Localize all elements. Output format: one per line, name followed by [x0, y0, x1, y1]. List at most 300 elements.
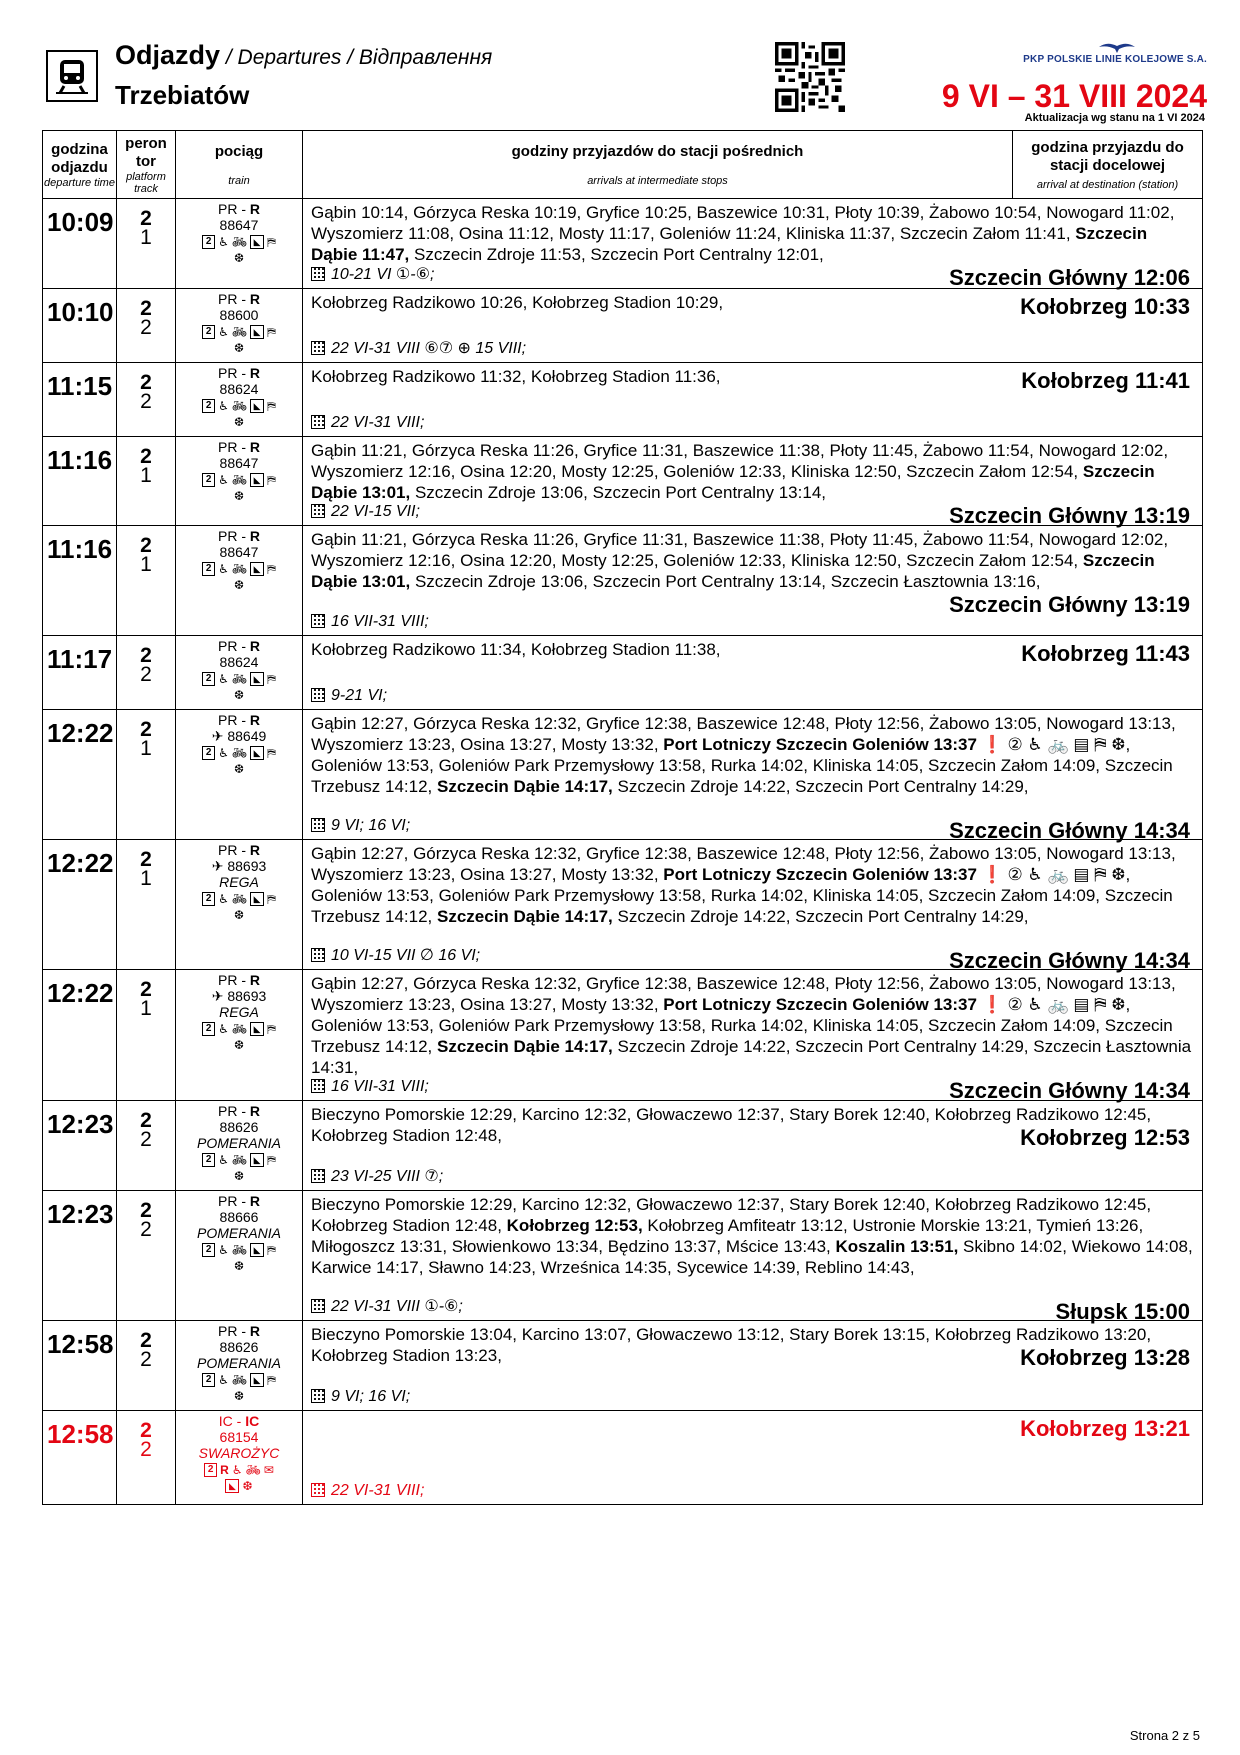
category-code: PR [217, 842, 238, 858]
train-name: POMERANIA [196, 1135, 281, 1151]
arrivals-cell [303, 1191, 1203, 1324]
platform-number: 2 [140, 207, 152, 230]
track-number: 2 [140, 1128, 152, 1151]
calendar-text: 9-21 VI; [331, 687, 388, 704]
bicycle-icon: 🚲︎ [231, 562, 248, 576]
wifi-icon: ◣ [250, 562, 264, 576]
calendar-icon [311, 1483, 325, 1497]
train-amenities [176, 473, 302, 487]
bicycle-icon: 🚲︎ [231, 1022, 248, 1036]
intermediate-stops: Gąbin 12:27, Górzyca Reska 12:32, Gryfice 12:38, Baszewice 12:48, Płoty 12:56, Żabowo 13:05, Nowogard 13:13, Wyszomierz 13:23, Osina 13:27, Mosty 13:32, Port Lotniczy Szczecin Goleniów 13:37 ❗ ② ♿ 🚲 ▤ ⛿ ❆, Goleniów 13:53, Goleniów Park Przemysłowy 13:58, Rurka 14:02, Kliniska 14:05, Szczecin Załom 14:09, Szczecin Trzebusz 14:12, Szczecin Dąbie 14:17, Szczecin Zdroje 14:22, Szczecin Port Centralny 14:29, Szczecin Łasztownia 14:31, [311, 974, 1192, 1077]
train-name: SWAROŻYC [198, 1445, 280, 1461]
destination-arrival: Szczecin Główny 12:06 [949, 265, 1190, 290]
platform-number: 2 [140, 371, 152, 394]
calendar-icon [311, 1079, 325, 1093]
train-number-line [176, 1119, 302, 1135]
train-info [176, 636, 303, 710]
destination-arrival: Kołobrzeg 11:41 [1021, 368, 1190, 393]
pram-icon: ⛿ [267, 1243, 276, 1257]
departure-row [43, 199, 1203, 289]
train-number-line [176, 654, 302, 670]
departure-time: 10:09 [43, 199, 117, 289]
departure-row [43, 636, 1203, 710]
train-category: PR - R [217, 972, 261, 988]
platform-track [117, 1101, 176, 1191]
class-code: R [249, 712, 261, 728]
intermediate-stops: Gąbin 11:21, Górzyca Reska 11:26, Gryfice 11:31, Baszewice 11:38, Płoty 11:45, Żabowo 11:54, Nowogard 12:02, Wyszomierz 12:16, Osina 12:20, Mosty 12:25, Goleniów 12:33, Kliniska 12:50, Szczecin Załom 12:54, Szczecin Dąbie 13:01, Szczecin Zdroje 13:06, Szczecin Port Centralny 13:14, Szczecin Łasztownia 13:16, [311, 530, 1169, 591]
category-code: IC [218, 1413, 233, 1429]
destination-arrival: Kołobrzeg 13:28 [1020, 1345, 1190, 1370]
train-info [176, 710, 303, 840]
departure-time: 12:23 [43, 1191, 117, 1321]
platform-track [117, 1191, 176, 1321]
platform-track [117, 199, 176, 289]
train-info [176, 526, 303, 636]
departure-row [43, 970, 1203, 1101]
departure-time: 12:58 [43, 1411, 117, 1505]
arrivals-cell [303, 710, 1203, 843]
arrivals-cell [303, 526, 1203, 636]
destination-arrival: Szczecin Główny 13:19 [949, 503, 1190, 528]
pram-icon: ⛿ [267, 1373, 276, 1387]
departure-row [43, 1101, 1203, 1191]
wheelchair-icon: ♿ [231, 1463, 243, 1477]
track-number: 1 [140, 553, 152, 576]
wheelchair-icon: ♿ [218, 473, 229, 487]
train-number: 88624 [219, 381, 259, 397]
train-category: PR - R [217, 712, 261, 728]
train-category: PR - R [217, 1323, 261, 1339]
platform-track [117, 636, 176, 710]
train-category: PR - R [217, 638, 261, 654]
category-code: PR [217, 1193, 238, 1209]
calendar-icon [311, 688, 325, 702]
col-platform-sub: platform track [126, 170, 166, 195]
calendar-text: 22 VI-31 VIII; [331, 1482, 425, 1499]
train-amenities [176, 1463, 302, 1477]
train-number: 88693 [227, 988, 267, 1004]
category-code: PR [217, 365, 238, 381]
second-class-icon: 2 [202, 1243, 215, 1257]
departure-row [43, 710, 1203, 840]
wifi-icon: ◣ [250, 1243, 264, 1257]
departure-time: 12:22 [43, 710, 117, 840]
track-number: 2 [140, 390, 152, 413]
calendar-icon [311, 504, 325, 518]
train-number-line [176, 544, 302, 560]
train-info [176, 1321, 303, 1411]
track-number: 2 [140, 316, 152, 339]
train-number-line [176, 988, 302, 1004]
train-name: POMERANIA [196, 1355, 281, 1371]
calendar-validity [311, 412, 424, 433]
air-conditioning-icon: ❆ [233, 578, 245, 592]
arrivals-cell [303, 363, 1203, 437]
calendar-validity [311, 501, 420, 522]
wifi-icon: ◣ [250, 1022, 264, 1036]
departure-time: 10:10 [43, 289, 117, 363]
train-category: PR - R [217, 842, 261, 858]
air-conditioning-icon: ❆ [233, 341, 245, 355]
destination-arrival: Kołobrzeg 12:53 [1020, 1125, 1190, 1150]
class-code: R [249, 528, 261, 544]
destination-arrival: Kołobrzeg 10:33 [1020, 294, 1190, 319]
train-amenities-2 [176, 251, 302, 265]
air-conditioning-icon: ❆ [233, 1038, 245, 1052]
col-header-platform [117, 131, 176, 199]
calendar-icon [311, 267, 325, 281]
wheelchair-icon: ♿ [218, 562, 229, 576]
platform-number: 2 [140, 445, 152, 468]
intermediate-stops: Bieczyno Pomorskie 12:29, Karcino 12:32, Głowaczewo 12:37, Stary Borek 12:40, Kołobrzeg Radzikowo 12:45, Kołobrzeg Stadion 12:48, [311, 1105, 1152, 1145]
train-category: PR - R [217, 528, 261, 544]
wheelchair-icon: ♿ [218, 399, 229, 413]
pkp-logo [1007, 40, 1207, 65]
calendar-validity [311, 1480, 424, 1501]
arrivals-cell [303, 1101, 1203, 1191]
track-number: 1 [140, 867, 152, 890]
calendar-validity [311, 1386, 410, 1407]
second-class-icon: 2 [202, 746, 215, 760]
train-number-line [176, 1209, 302, 1225]
calendar-text: 22 VI-15 VII; [331, 503, 420, 520]
class-code: R [249, 439, 261, 455]
departure-row [43, 1411, 1203, 1505]
category-code: PR [217, 712, 238, 728]
platform-track [117, 437, 176, 526]
train-number-line [176, 1429, 302, 1445]
bicycle-icon: 🚲︎ [231, 746, 248, 760]
train-number-line [176, 381, 302, 397]
bicycle-icon: 🚲︎ [231, 473, 248, 487]
departure-time: 11:16 [43, 437, 117, 526]
train-number-line [176, 455, 302, 471]
intermediate-stops: Kołobrzeg Radzikowo 10:26, Kołobrzeg Stadion 10:29, [311, 293, 724, 312]
class-code: R [249, 1193, 261, 1209]
calendar-icon [311, 614, 325, 628]
train-number-line [176, 1339, 302, 1355]
train-number: 88624 [219, 654, 259, 670]
train-amenities-2 [176, 1479, 302, 1493]
intermediate-stops: Gąbin 12:27, Górzyca Reska 12:32, Gryfice 12:38, Baszewice 12:48, Płoty 12:56, Żabowo 13:05, Nowogard 13:13, Wyszomierz 13:23, Osina 13:27, Mosty 13:32, Port Lotniczy Szczecin Goleniów 13:37 ❗ ② ♿ 🚲 ▤ ⛿ ❆, Goleniów 13:53, Goleniów Park Przemysłowy 13:58, Rurka 14:02, Kliniska 14:05, Szczecin Załom 14:09, Szczecin Trzebusz 14:12, Szczecin Dąbie 14:17, Szczecin Zdroje 14:22, Szczecin Port Centralny 14:29, [311, 844, 1176, 926]
platform-number: 2 [140, 534, 152, 557]
bicycle-icon: 🚲︎ [231, 1373, 248, 1387]
pram-icon: ⛿ [267, 892, 276, 906]
calendar-icon [311, 948, 325, 962]
train-amenities [176, 399, 302, 413]
calendar-text: 22 VI-31 VIII ⑥⑦ ⊕ 15 VIII; [331, 340, 527, 357]
pram-icon: ⛿ [267, 562, 276, 576]
departure-time: 11:17 [43, 636, 117, 710]
second-class-icon: 2 [202, 399, 215, 413]
train-category: PR - R [217, 365, 261, 381]
destination-arrival: Szczecin Główny 14:34 [949, 1078, 1190, 1103]
departure-time: 12:23 [43, 1101, 117, 1191]
train-amenities [176, 325, 302, 339]
train-number-line [176, 728, 302, 744]
category-code: PR [217, 201, 238, 217]
train-amenities [176, 892, 302, 906]
station-name: Trzebiatów [115, 80, 250, 110]
departure-row [43, 289, 1203, 363]
track-number: 1 [140, 997, 152, 1020]
platform-track [117, 363, 176, 437]
air-conditioning-icon: ❆ [233, 415, 245, 429]
departure-row [43, 363, 1203, 437]
departure-row [43, 526, 1203, 636]
second-class-icon: 2 [202, 562, 215, 576]
operator-name: PKP POLSKIE LINIE KOLEJOWE S.A. [1023, 54, 1207, 65]
calendar-text: 23 VI-25 VIII ⑦; [331, 1168, 444, 1185]
class-code: R [249, 972, 261, 988]
arrivals-cell [303, 636, 1203, 710]
platform-number: 2 [140, 1109, 152, 1132]
intermediate-stops: Bieczyno Pomorskie 13:04, Karcino 13:07, Głowaczewo 13:12, Stary Borek 13:15, Kołobrzeg Radzikowo 13:20, Kołobrzeg Stadion 13:23, [311, 1325, 1152, 1365]
wifi-icon: ◣ [250, 235, 264, 249]
train-number: 88626 [219, 1119, 259, 1135]
train-number-line [176, 217, 302, 233]
airplane-icon: ✈ [211, 728, 224, 744]
train-info [176, 437, 303, 526]
category-code: PR [217, 638, 238, 654]
second-class-icon: 2 [202, 1373, 215, 1387]
train-name: POMERANIA [196, 1225, 281, 1241]
train-amenities [176, 235, 302, 249]
train-amenities-2 [176, 415, 302, 429]
train-number: 88626 [219, 1339, 259, 1355]
platform-number: 2 [140, 848, 152, 871]
train-name: REGA [219, 1004, 259, 1020]
pram-icon: ⛿ [267, 473, 276, 487]
bicycle-icon: 🚲︎ [231, 892, 248, 906]
departure-time: 11:16 [43, 526, 117, 636]
col-dest-label: godzina przyjazdu do stacji docelowej [1031, 138, 1184, 174]
calendar-text: 10-21 VI ①-⑥; [331, 266, 435, 283]
train-icon [46, 50, 98, 102]
train-amenities [176, 672, 302, 686]
platform-number: 2 [140, 1329, 152, 1352]
second-class-icon: 2 [202, 1153, 215, 1167]
platform-number: 2 [140, 978, 152, 1001]
departure-row [43, 840, 1203, 970]
col-header-time [43, 131, 117, 199]
second-class-icon: 2 [202, 325, 215, 339]
wifi-icon: ◣ [250, 473, 264, 487]
category-code: PR [217, 439, 238, 455]
platform-track [117, 1411, 176, 1505]
train-amenities [176, 1373, 302, 1387]
arrivals-cell [303, 1321, 1203, 1411]
wheelchair-icon: ♿ [218, 892, 229, 906]
calendar-text: 16 VII-31 VIII; [331, 1078, 429, 1095]
second-class-icon: 2 [202, 892, 215, 906]
envelope-icon: ✉ [263, 1463, 274, 1477]
class-code: R [249, 201, 261, 217]
class-code: R [249, 842, 261, 858]
wifi-icon: ◣ [250, 892, 264, 906]
train-amenities-2 [176, 688, 302, 702]
class-code: R [249, 1103, 261, 1119]
platform-number: 2 [140, 1419, 152, 1442]
col-stops-label: godziny przyjazdów do stacji pośrednich [511, 142, 804, 160]
pram-icon: ⛿ [267, 235, 276, 249]
calendar-text: 9 VI; 16 VI; [331, 817, 411, 834]
air-conditioning-icon: ❆ [233, 251, 245, 265]
air-conditioning-icon: ❆ [233, 908, 245, 922]
pram-icon: ⛿ [267, 1153, 276, 1167]
departure-row [43, 1321, 1203, 1411]
category-code: PR [217, 528, 238, 544]
calendar-icon [311, 1169, 325, 1183]
train-number: 68154 [219, 1429, 259, 1445]
second-class-icon: 2 [204, 1463, 217, 1477]
destination-arrival: Szczecin Główny 14:34 [949, 818, 1190, 843]
departures-table [42, 130, 1203, 1505]
wifi-icon: ◣ [225, 1479, 239, 1493]
wheelchair-icon: ♿ [218, 235, 229, 249]
calendar-validity [311, 1296, 463, 1317]
train-number: 88600 [219, 307, 259, 323]
departure-time: 12:58 [43, 1321, 117, 1411]
track-number: 2 [140, 1348, 152, 1371]
col-dest-sub: arrival at destination (station) [1036, 178, 1179, 191]
train-amenities-2 [176, 578, 302, 592]
air-conditioning-icon: ❆ [233, 1389, 245, 1403]
col-platform-label: peron tor [125, 134, 167, 170]
train-category: PR - R [217, 439, 261, 455]
wifi-icon: ◣ [250, 672, 264, 686]
category-code: PR [217, 1323, 238, 1339]
departure-row [43, 1191, 1203, 1321]
platform-number: 2 [140, 297, 152, 320]
airplane-icon: ✈ [211, 988, 224, 1004]
wheelchair-icon: ♿ [218, 672, 229, 686]
track-number: 1 [140, 464, 152, 487]
platform-track [117, 970, 176, 1101]
train-amenities-2 [176, 1259, 302, 1273]
calendar-icon [311, 1389, 325, 1403]
class-code: R [249, 365, 261, 381]
track-number: 2 [140, 663, 152, 686]
second-class-icon: 2 [202, 235, 215, 249]
train-number-line [176, 307, 302, 323]
calendar-validity [311, 685, 387, 706]
calendar-validity [311, 945, 480, 966]
wheelchair-icon: ♿ [218, 746, 229, 760]
track-number: 1 [140, 226, 152, 249]
class-code: R [249, 638, 261, 654]
train-amenities [176, 562, 302, 576]
bicycle-icon: 🚲︎ [231, 672, 248, 686]
calendar-validity [311, 815, 410, 836]
departure-time: 11:15 [43, 363, 117, 437]
wifi-icon: ◣ [250, 1373, 264, 1387]
track-number: 1 [140, 737, 152, 760]
category-code: PR [217, 291, 238, 307]
intermediate-stops: Gąbin 10:14, Górzyca Reska 10:19, Gryfice 10:25, Baszewice 10:31, Płoty 10:39, Żabowo 10:54, Nowogard 11:02, Wyszomierz 11:08, Osina 11:12, Mosty 11:17, Goleniów 11:24, Kliniska 11:37, Szczecin Załom 11:41, Szczecin Dąbie 11:47, Szczecin Zdroje 11:53, Szczecin Port Centralny 12:01, [311, 203, 1175, 264]
calendar-text: 9 VI; 16 VI; [331, 1388, 411, 1405]
page-number: Strona 2 z 5 [1129, 1728, 1200, 1743]
intermediate-stops: Gąbin 12:27, Górzyca Reska 12:32, Gryfice 12:38, Baszewice 12:48, Płoty 12:56, Żabowo 13:05, Nowogard 13:13, Wyszomierz 13:23, Osina 13:27, Mosty 13:32, Port Lotniczy Szczecin Goleniów 13:37 ❗ ② ♿ 🚲 ▤ ⛿ ❆, Goleniów 13:53, Goleniów Park Przemysłowy 13:58, Rurka 14:02, Kliniska 14:05, Szczecin Załom 14:09, Szczecin Trzebusz 14:12, Szczecin Dąbie 14:17, Szczecin Zdroje 14:22, Szczecin Port Centralny 14:29, [311, 714, 1176, 796]
calendar-validity [311, 611, 429, 632]
bicycle-icon: 🚲︎ [231, 325, 248, 339]
destination-arrival: Kołobrzeg 13:21 [1020, 1416, 1190, 1441]
train-amenities-2 [176, 1038, 302, 1052]
wheelchair-icon: ♿ [218, 1243, 229, 1257]
calendar-icon [311, 415, 325, 429]
train-number: 88647 [219, 455, 259, 471]
train-info [176, 1101, 303, 1191]
train-amenities [176, 1243, 302, 1257]
train-number: 88649 [227, 728, 267, 744]
train-info [176, 970, 303, 1101]
train-info [176, 840, 303, 970]
second-class-icon: 2 [202, 473, 215, 487]
air-conditioning-icon: ❆ [242, 1479, 253, 1493]
train-number: 88666 [219, 1209, 259, 1225]
train-category: PR - R [217, 291, 261, 307]
arrivals-cell [303, 289, 1203, 363]
train-amenities-2 [176, 489, 302, 503]
platform-track [117, 526, 176, 636]
destination-arrival: Szczecin Główny 13:19 [949, 592, 1190, 617]
track-number: 2 [140, 1218, 152, 1241]
train-amenities-2 [176, 1169, 302, 1183]
train-amenities-2 [176, 762, 302, 776]
second-class-icon: 2 [202, 1022, 215, 1036]
train-category: PR - R [217, 1103, 261, 1119]
train-amenities [176, 1153, 302, 1167]
calendar-validity [311, 1076, 429, 1097]
pram-icon: ⛿ [267, 1022, 276, 1036]
category-code: PR [217, 1103, 238, 1119]
train-name: REGA [219, 874, 259, 890]
train-number: 88647 [219, 217, 259, 233]
pram-icon: ⛿ [267, 399, 276, 413]
class-code: R [249, 1323, 261, 1339]
wheelchair-icon: ♿ [218, 325, 229, 339]
wifi-icon: ◣ [250, 1153, 264, 1167]
category-code: PR [217, 972, 238, 988]
train-info [176, 289, 303, 363]
departure-row [43, 437, 1203, 526]
calendar-text: 22 VI-31 VIII; [331, 414, 425, 431]
qr-code-icon[interactable] [775, 42, 845, 112]
train-info [176, 1191, 303, 1321]
col-time-label: godzina odjazdu [51, 140, 108, 176]
calendar-validity [311, 338, 526, 359]
train-amenities [176, 746, 302, 760]
destination-arrival: Słupsk 15:00 [1055, 1299, 1190, 1324]
intermediate-stops: Kołobrzeg Radzikowo 11:34, Kołobrzeg Stadion 11:38, [311, 640, 721, 659]
col-stops-sub: arrivals at intermediate stops [587, 174, 728, 187]
intermediate-stops: Kołobrzeg Radzikowo 11:32, Kołobrzeg Stadion 11:36, [311, 367, 721, 386]
platform-number: 2 [140, 1199, 152, 1222]
class-code: IC [245, 1413, 260, 1429]
col-header-train [176, 131, 303, 199]
bicycle-icon: 🚲︎ [231, 1153, 248, 1167]
calendar-icon [311, 818, 325, 832]
col-header-stops [303, 131, 1013, 199]
train-category: PR - R [217, 1193, 261, 1209]
air-conditioning-icon: ❆ [233, 688, 245, 702]
departures-body [43, 199, 1203, 1505]
train-info [176, 199, 303, 289]
calendar-text: 16 VII-31 VIII; [331, 613, 429, 630]
second-class-icon: 2 [202, 672, 215, 686]
platform-track [117, 710, 176, 840]
train-amenities-2 [176, 1389, 302, 1403]
